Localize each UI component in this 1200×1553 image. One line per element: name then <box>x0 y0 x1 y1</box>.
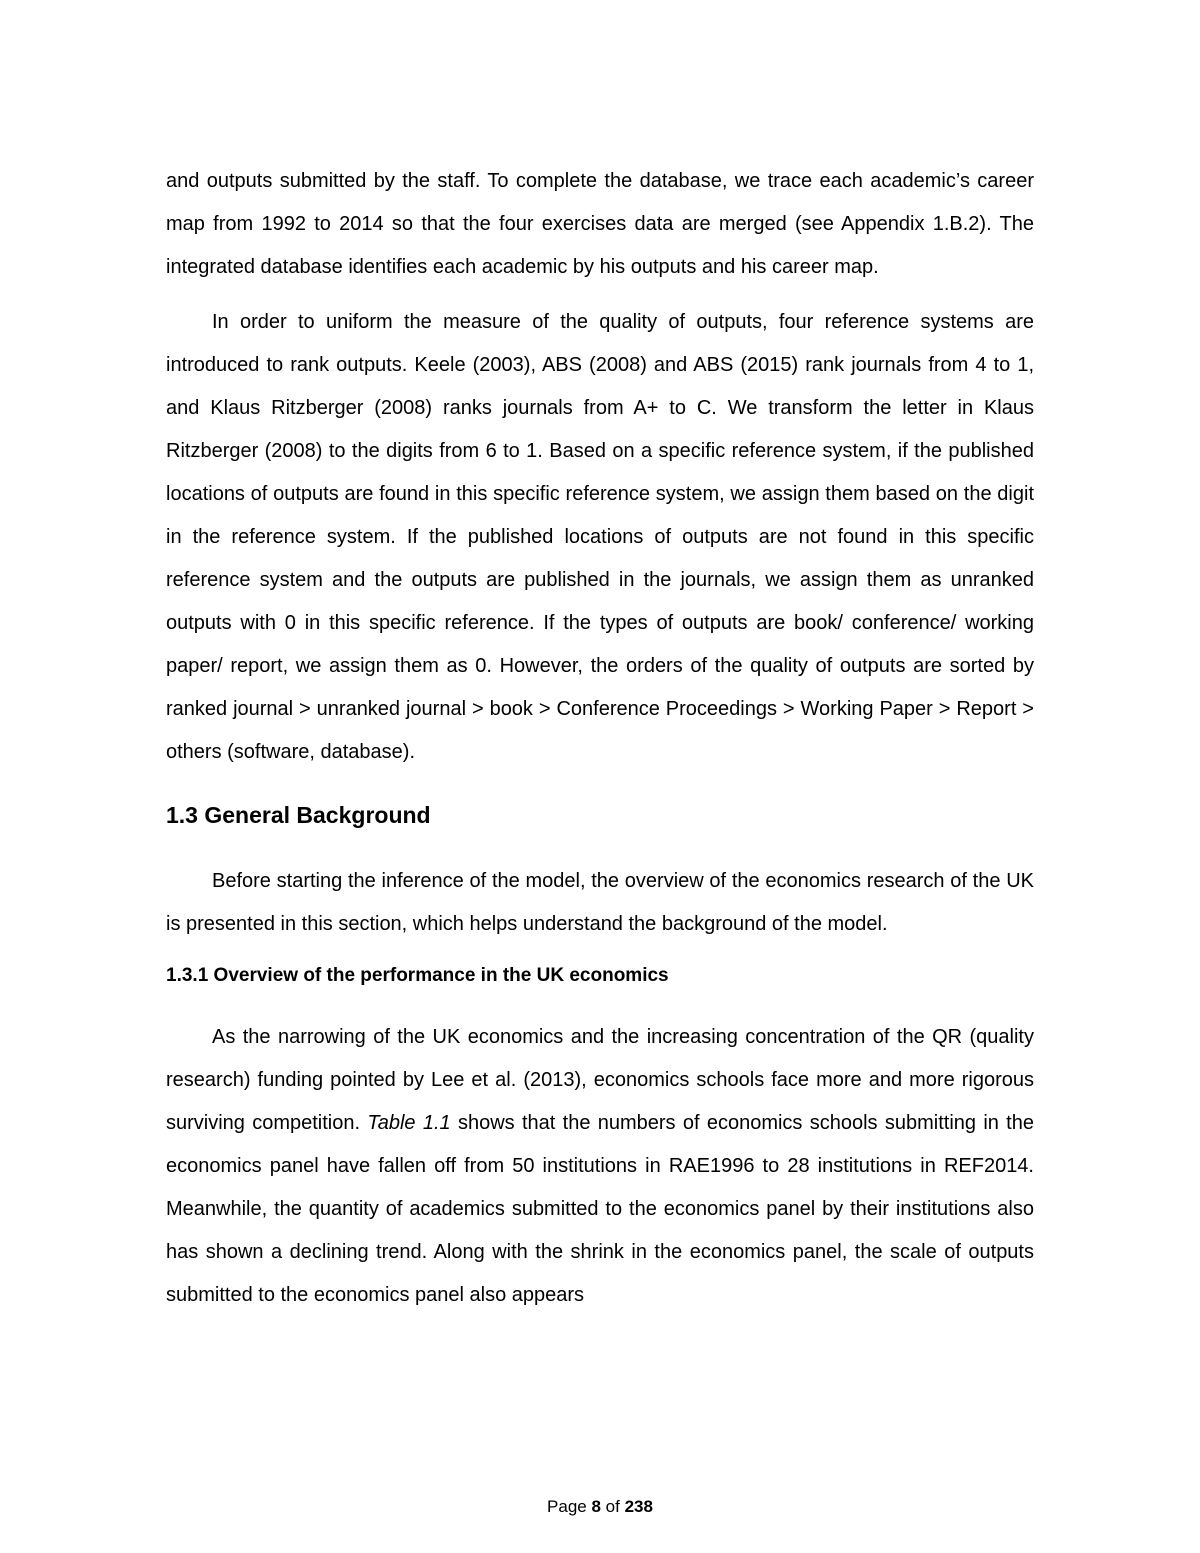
section-heading-general-background: 1.3 General Background <box>166 802 431 828</box>
paragraph-database-merge: and outputs submitted by the staff. To complete the database, we trace each academic’s career map from 1992 to 2014 so that the four exercises data are merged (see Appendix 1.B.2). The integrated database identifies each academic by his outputs and his career map. <box>166 170 1034 278</box>
paragraph-overview-text-start: As the narrowing of the UK economics and the increasing concentration of the QR (quality research) funding pointed by Lee et al. (2013), economics schools face more and more rigorous surviving competition. <box>166 1026 1034 1134</box>
page-label: Page <box>547 1497 587 1516</box>
table-reference: Table 1.1 <box>367 1112 451 1134</box>
subsection-heading-overview: 1.3.1 Overview of the performance in the UK economics <box>166 965 669 986</box>
page-number: 8 <box>591 1497 601 1516</box>
paragraph-general-background: Before starting the inference of the model, the overview of the economics research of the UK is presented in this section, which helps understand the background of the model. <box>166 870 1034 935</box>
document-body <box>166 160 1034 1317</box>
page-total: 238 <box>624 1497 653 1516</box>
of-label: of <box>605 1497 620 1516</box>
paragraph-reference-systems: In order to uniform the measure of the quality of outputs, four reference systems are introduced to rank outputs. Keele (2003), ABS (2008) and ABS (2015) rank journals from 4 to 1, and Klaus Ritzberger (2008) ranks journals from A+ to C. We transform the letter in Klaus Ritzberger (2008) to the digits from 6 to 1. Based on a specific reference system, if the published locations of outputs are found in this specific reference system, we assign them based on the digit in the reference system. If the published locations of outputs are not found in this specific reference system and the outputs are published in the journals, we assign them as unranked outputs with 0 in this specific reference. If the types of outputs are book/ conference/ working paper/ report, we assign them as 0. However, the orders of the quality of outputs are sorted by ranked journal > unranked journal > book > Conference Proceedings > Working Paper > Report > others (software, database). <box>166 311 1034 763</box>
paragraph-overview-text-end: shows that the numbers of economics schools submitting in the economics panel have fallen off from 50 institutions in RAE1996 to 28 institutions in REF2014. Meanwhile, the quantity of academics submitted to the economics panel by their institutions also has shown a declining trend. Along with the shrink in the economics panel, the scale of outputs submitted to the economics panel also appears <box>166 1112 1034 1306</box>
page-footer <box>0 1497 1200 1517</box>
paragraph-overview <box>166 1016 1034 1317</box>
